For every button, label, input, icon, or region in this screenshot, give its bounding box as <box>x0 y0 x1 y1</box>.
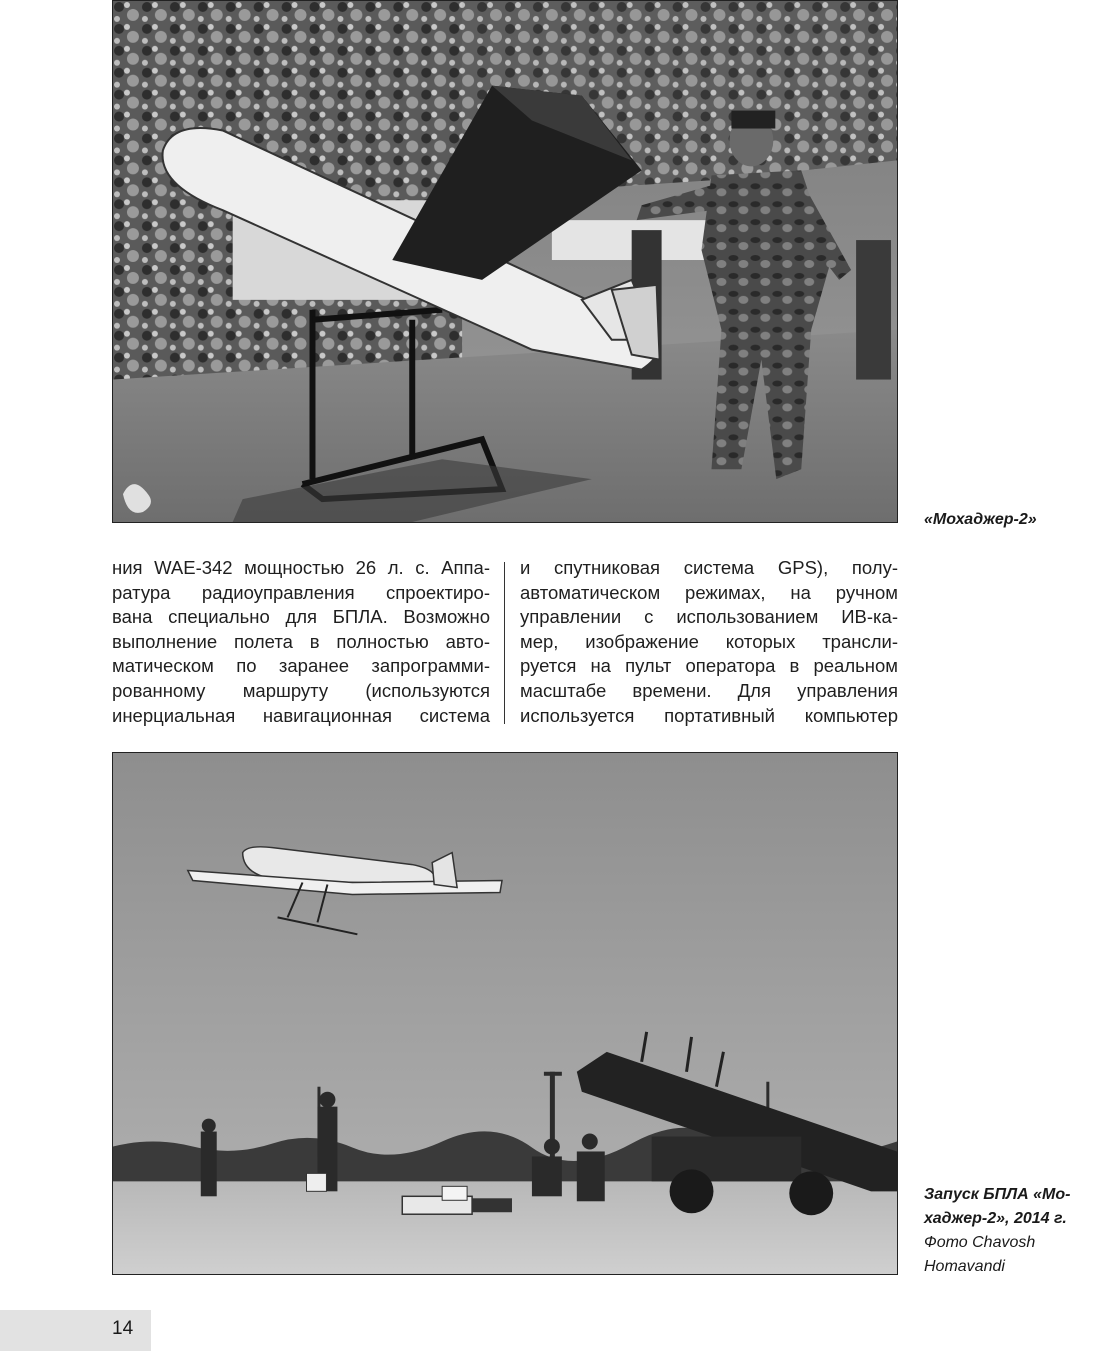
text-line: ратура радиоуправления спроектиро- <box>112 581 490 603</box>
caption-top: «Мохаджер-2» <box>924 511 1037 528</box>
text-column-left <box>112 556 490 728</box>
text-line: матическом по заранее запрограмми- <box>112 655 490 677</box>
drone-display-image <box>113 1 897 522</box>
page-number: 14 <box>112 1318 134 1339</box>
text-line: и спутниковая система GPS), полу- <box>520 557 898 578</box>
text-line: используется портативный компьютер <box>520 704 898 726</box>
text-line: руется на пульт оператора в реальном <box>520 655 898 677</box>
text-line: ния WAE-342 мощностью 26 л. с. Аппа- <box>112 557 490 578</box>
caption-bottom-credit-line2: Homavandi <box>924 1258 1005 1275</box>
caption-bottom <box>924 1183 1096 1279</box>
caption-bottom-title-line2: хаджер-2», 2014 г. <box>924 1210 1067 1227</box>
caption-bottom-credit-line1: Фото Chavosh <box>924 1234 1036 1251</box>
text-line: вана специально для БПЛА. Возможно <box>112 606 490 628</box>
drone-launch-image <box>113 753 897 1274</box>
text-line: выполнение полета в полностью авто- <box>112 630 490 652</box>
text-column-right <box>520 556 898 728</box>
text-line: управлении с использованием ИВ-ка- <box>520 606 898 628</box>
text-line: автоматическом режимах, на ручном <box>520 581 898 603</box>
text-line: рованному маршруту (используются <box>112 679 490 701</box>
column-divider <box>504 562 505 724</box>
caption-bottom-title-line1: Запуск БПЛА «Мо- <box>924 1186 1071 1203</box>
text-line: масштабе времени. Для управления <box>520 679 898 701</box>
photo-drone-launch <box>112 752 898 1275</box>
text-line: инерциальная навигационная система <box>112 704 490 726</box>
photo-drone-display <box>112 0 898 523</box>
text-line: мер, изображение которых трансли- <box>520 630 898 652</box>
